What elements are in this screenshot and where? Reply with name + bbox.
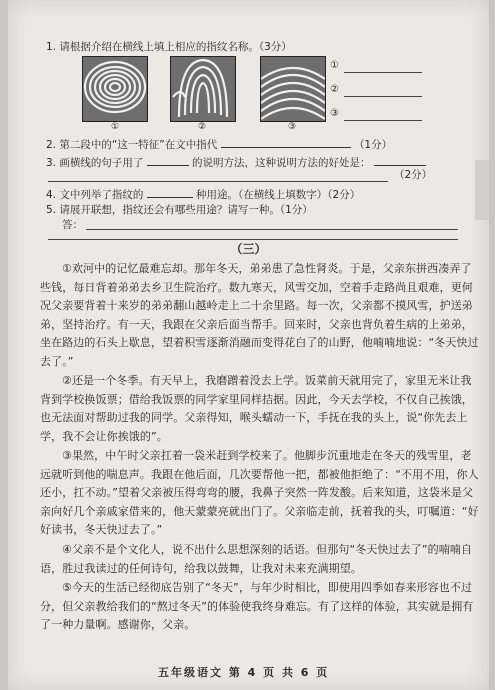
question-5-answer-line-1[interactable] [86, 229, 458, 230]
fingerprint-label-2: ② [198, 122, 207, 132]
question-4-blank[interactable] [147, 186, 193, 198]
answer-1-line[interactable] [344, 72, 422, 73]
question-5: 5. 请展开联想，指纹还会有哪些用途？请写一种。（1分） [46, 204, 313, 216]
question-3-blank-a[interactable] [147, 154, 189, 166]
question-3-text-a: 3. 画横线的句子用了 [46, 157, 144, 169]
paragraph-1: ①欢河中的记忆最难忘却。那年冬天，弟弟患了急性肾炎。于是，父亲东拼西凑弄了些钱，每日背着弟弟去乡卫生院治疗。数九寒天，风雪交加，空着手走路尚且艰难，更何况父亲要背着十来岁的弟弟翻山越岭走上二十余里路。每一次，父亲都不摸风雪，护送弟弟，坚持治疗。有一天，我跟在父亲后面当帮手。回来时，父亲也背负着生病的上弟弟，坐在路边的石头上歇息，望着积雪逐渐消融而变得花白了的山野，他喃喃地说：“冬天快过去了。” [40, 262, 479, 368]
answer-2-line[interactable] [344, 96, 422, 97]
answer-3-line[interactable] [344, 120, 422, 121]
fingerprint-label-3: ③ [288, 122, 297, 132]
question-3-blank-b[interactable] [374, 154, 426, 166]
paragraph-3: ③果然，中午时父亲扛着一袋米赶到学校来了。他脚步沉重地走在冬天的残雪里，老远就听到他的喘息声。我跟在他后面，几次要帮他一把，都被他拒绝了：“不用不用，你人还小，扛不动。”望着父亲被压得弯弯的腰，我鼻子突然一阵发酸。后来知道，这袋米是父亲向好几个亲戚家借来的，他天蒙蒙亮就出门了。父亲临走前，抚着我的头，叮嘱道：“好好读书，冬天快过去了。” [40, 449, 479, 537]
question-3-text-b: 的说明方法，这种说明方法的好处是： [192, 157, 371, 169]
question-2-text: 2. 第二段中的“这一特征”在文中指代 [46, 139, 218, 151]
paragraph-4: ④父亲不是个文化人，说不出什么思想深刻的话语。但那句“冬天快过去了”的喃喃自语，胜过我读过的任何诗句，给我以鼓舞，让我对未来充满期望。 [40, 543, 473, 575]
question-2 [46, 136, 392, 152]
answer-3-number: ③ [330, 108, 339, 119]
question-3-answer-line[interactable] [48, 181, 388, 182]
question-4-text-a: 4. 文中列举了指纹的 [46, 189, 144, 201]
question-4 [46, 186, 360, 202]
question-1: 1. 请根据介绍在横线上填上相应的指纹名称。（3分） [46, 41, 292, 53]
question-2-score: （1分） [353, 139, 393, 151]
answer-2-number: ② [330, 84, 339, 95]
page-footer: 五年级语文 第 4 页 共 6 页 [158, 666, 330, 679]
exam-page [8, 0, 489, 690]
question-5-answer-prefix: 答： [62, 219, 83, 231]
fingerprint-image-1 [82, 56, 148, 122]
question-3 [46, 154, 426, 170]
question-4-text-b: 种用途。（在横线上填数字）（2分） [196, 189, 361, 201]
question-2-blank[interactable] [221, 136, 351, 148]
fingerprint-image-3 [260, 56, 326, 122]
question-3-score: （2分） [394, 169, 433, 181]
fingerprint-image-2 [170, 56, 236, 122]
paragraph-2: ②还是一个冬季。有天早上，我磨蹭着没去上学。饭菜前天就用完了，家里无米让我背到学校换饭票；借给我饭票的同学家里同样拮据。因此，今天去学校，不仅自己挨饿，也无法面对帮助过我的同学。父亲得知，喉头蠕动一下，手抚在我的头上，说“你先去上学，我不会让你挨饿的”。 [40, 374, 473, 443]
fingerprint-label-1: ① [111, 122, 120, 132]
section-title: （三） [230, 242, 267, 256]
page-edge-shadow [475, 160, 489, 220]
answer-1-number: ① [330, 60, 339, 71]
paragraph-5: ⑤今天的生活已经彻底告别了“冬天”，与年少时相比，即使用四季如春来形容也不过分，但父亲教给我们的“熬过冬天”的体验使我终身难忘。有了这样的体验，其实就是拥有了一种力量啊。感谢你，父亲。 [40, 581, 474, 632]
